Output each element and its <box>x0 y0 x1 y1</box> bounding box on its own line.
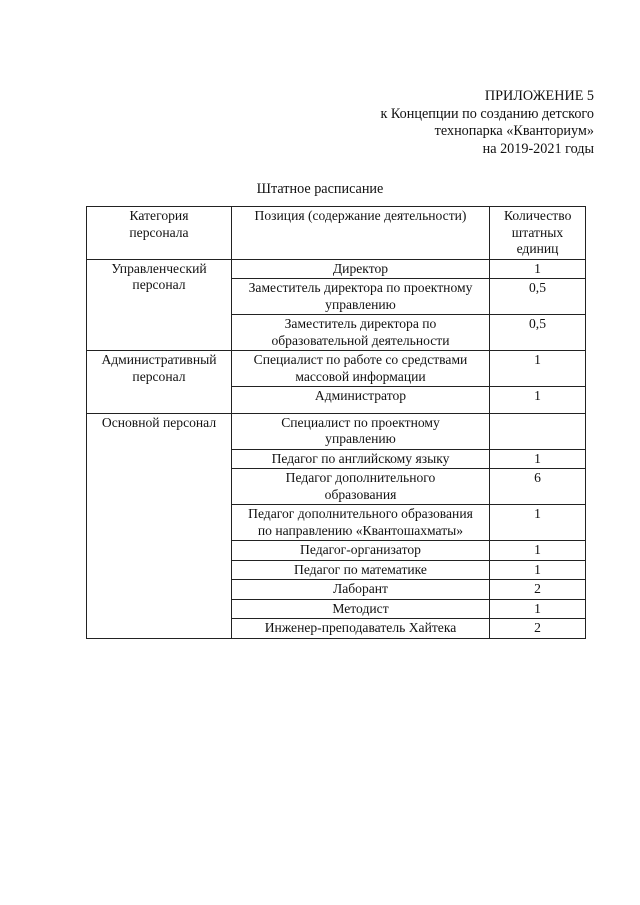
category-cell: Управленческий персонал <box>87 259 232 351</box>
count-cell: 1 <box>490 449 586 469</box>
count-cell: 6 <box>490 469 586 505</box>
count-cell: 1 <box>490 259 586 279</box>
header-category: Категория персонала <box>87 207 232 260</box>
table-row <box>87 413 586 449</box>
appendix-header <box>234 88 594 158</box>
table-row <box>87 259 586 279</box>
position-cell: Педагог дополнительного образования по направлению «Квантошахматы» <box>232 505 490 541</box>
position-cell: Заместитель директора по проектному управлению <box>232 279 490 315</box>
table-row <box>87 351 586 387</box>
position-cell: Педагог по английскому языку <box>232 449 490 469</box>
position-cell: Специалист по проектному управлению <box>232 413 490 449</box>
count-cell: 1 <box>490 541 586 561</box>
count-cell: 2 <box>490 619 586 639</box>
appendix-number: ПРИЛОЖЕНИЕ 5 <box>484 88 594 104</box>
position-cell: Педагог дополнительного образования <box>232 469 490 505</box>
position-cell: Заместитель директора по образовательной деятельности <box>232 315 490 351</box>
count-cell: 1 <box>490 599 586 619</box>
header-position: Позиция (содержание деятельности) <box>232 207 490 260</box>
position-cell: Директор <box>232 259 490 279</box>
count-cell: 1 <box>490 505 586 541</box>
appendix-reference: к Концепции по созданию детского <box>380 105 594 122</box>
position-cell: Педагог-организатор <box>232 541 490 561</box>
category-cell: Административный персонал <box>87 351 232 414</box>
count-cell: 0,5 <box>490 279 586 315</box>
position-cell: Администратор <box>232 387 490 414</box>
position-cell: Лаборант <box>232 580 490 600</box>
count-cell: 1 <box>490 560 586 580</box>
appendix-years: на 2019-2021 годы <box>482 140 594 157</box>
count-cell: 2 <box>490 580 586 600</box>
position-cell: Специалист по работе со средствами массовой информации <box>232 351 490 387</box>
table-header-row <box>87 207 586 260</box>
appendix-reference-2: технопарка «Кванториум» <box>434 123 594 139</box>
position-cell: Педагог по математике <box>232 560 490 580</box>
document-title: Штатное расписание <box>256 181 384 197</box>
count-cell: 1 <box>490 387 586 414</box>
staffing-table <box>86 206 586 639</box>
header-count: Количество штатных единиц <box>490 207 586 260</box>
count-cell: 0,5 <box>490 315 586 351</box>
position-cell: Методист <box>232 599 490 619</box>
category-cell: Основной персонал <box>87 413 232 638</box>
position-cell: Инженер-преподаватель Хайтека <box>232 619 490 639</box>
count-cell <box>490 413 586 449</box>
count-cell: 1 <box>490 351 586 387</box>
